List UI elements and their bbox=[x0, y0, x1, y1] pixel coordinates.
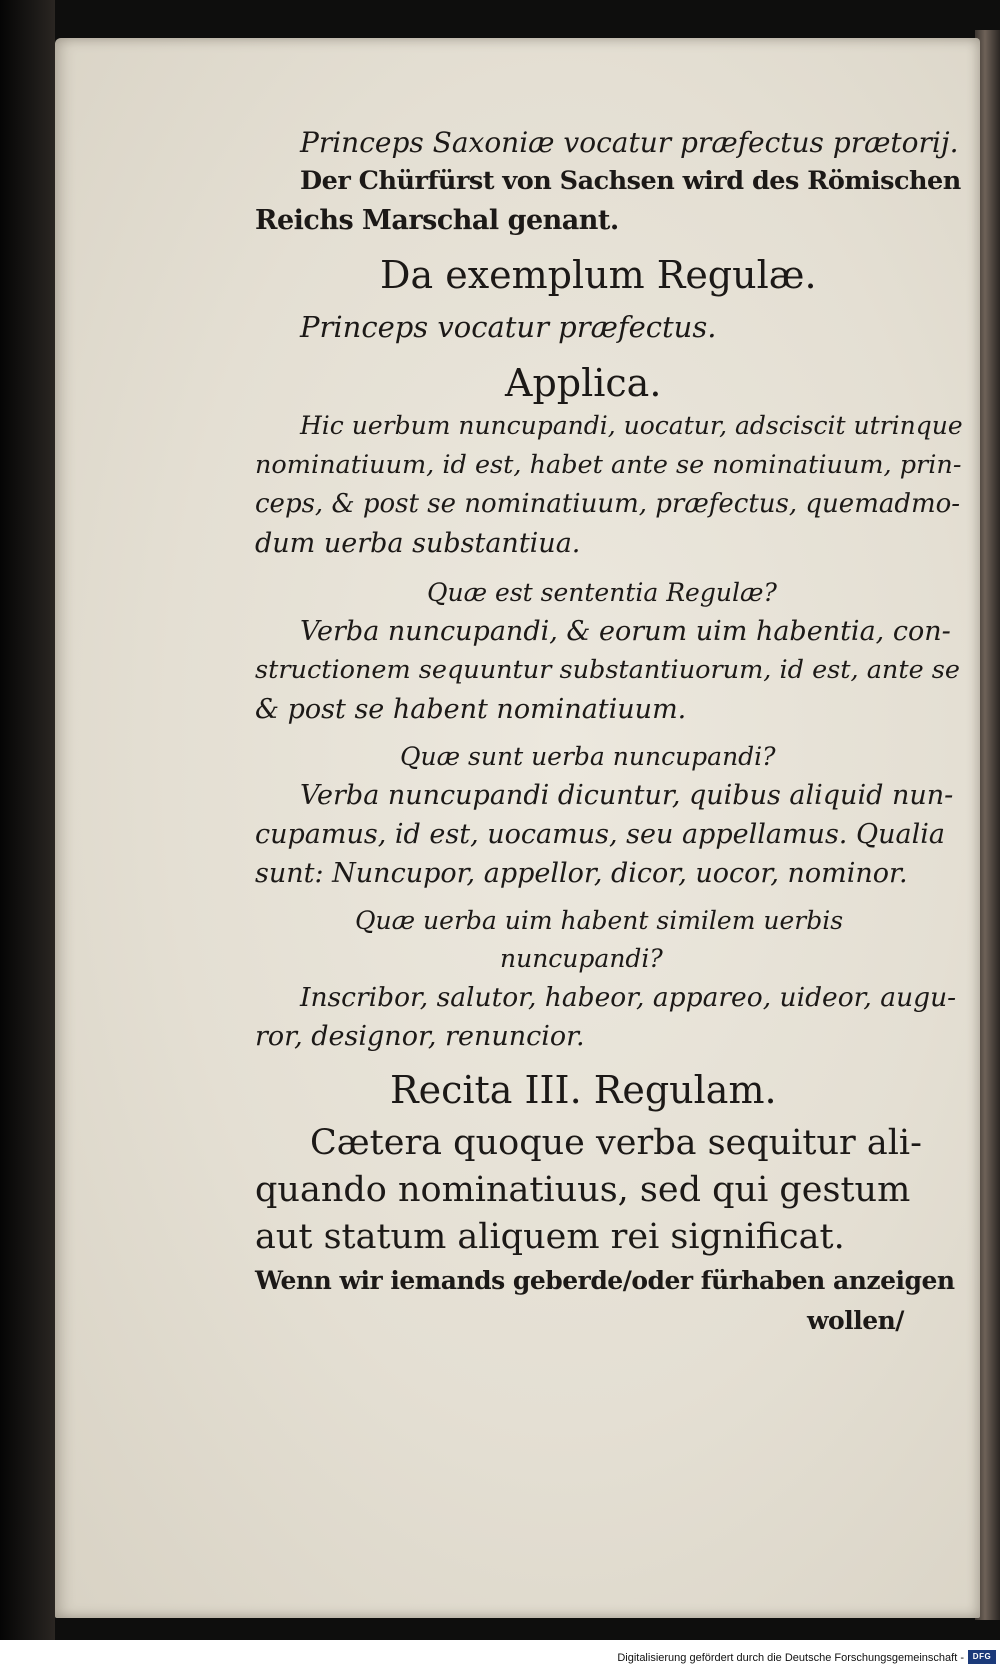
text-line: Wenn wir iemands geberde/oder fürhaben anzeigen bbox=[255, 1266, 955, 1295]
rule-text-line: aut statum aliquem rei significat. bbox=[255, 1217, 845, 1257]
rule-text-line: Cætera quoque verba sequitur ali- bbox=[310, 1123, 922, 1163]
text-line: Verba nuncupandi dicuntur, quibus aliquid nun- bbox=[300, 780, 954, 811]
text-line: ceps, & post se nominatiuum, præfectus, quemadmo- bbox=[255, 489, 961, 519]
text-line: cupamus, id est, uocamus, seu appellamus. Qualia bbox=[255, 819, 945, 850]
text-line: Verba nuncupandi, & eorum uim habentia, con- bbox=[300, 616, 951, 647]
rule-text-line: quando nominatiuus, sed qui gestum bbox=[255, 1170, 911, 1210]
text-line: structionem sequuntur substantiuorum, id est, ante se bbox=[255, 655, 960, 685]
question-line: nuncupandi? bbox=[500, 944, 663, 973]
credit-text: Digitalisierung gefördert durch die Deutsche Forschungsgemeinschaft - bbox=[617, 1652, 964, 1664]
section-heading: Recita III. Regulam. bbox=[390, 1068, 777, 1112]
section-heading: Da exemplum Regulæ. bbox=[380, 253, 817, 297]
text-line: ror, designor, renuncior. bbox=[255, 1021, 585, 1052]
text-line: Princeps Saxoniæ vocatur præfectus prætorij. bbox=[300, 126, 959, 159]
question-line: Quæ sunt uerba nuncupandi? bbox=[400, 742, 776, 771]
book-spine bbox=[0, 0, 55, 1640]
dfg-logo-icon: DFG bbox=[968, 1650, 996, 1664]
text-line: dum uerba substantiua. bbox=[255, 528, 581, 559]
text-line: Princeps vocatur præfectus. bbox=[300, 310, 717, 344]
digitization-credit bbox=[0, 1647, 1000, 1670]
section-heading: Applica. bbox=[505, 361, 662, 405]
book-page bbox=[55, 38, 980, 1618]
question-line: Quæ est sententia Regulæ? bbox=[427, 578, 777, 607]
text-line: Hic uerbum nuncupandi, uocatur, adsciscit utrinque bbox=[300, 411, 963, 440]
text-line: nominatiuum, id est, habet ante se nominatiuum, prin- bbox=[255, 450, 962, 480]
text-line: Reichs Marschal genant. bbox=[255, 205, 619, 236]
text-line: Inscribor, salutor, habeor, appareo, uideor, augu- bbox=[300, 982, 957, 1013]
text-line: & post se habent nominatiuum. bbox=[255, 694, 687, 725]
question-line: Quæ uerba uim habent similem uerbis bbox=[355, 906, 844, 935]
text-line: sunt: Nuncupor, appellor, dicor, uocor, nominor. bbox=[255, 858, 908, 889]
catchword: wollen/ bbox=[807, 1306, 904, 1335]
text-line: Der Chürfürst von Sachsen wird des Römischen bbox=[300, 166, 961, 196]
